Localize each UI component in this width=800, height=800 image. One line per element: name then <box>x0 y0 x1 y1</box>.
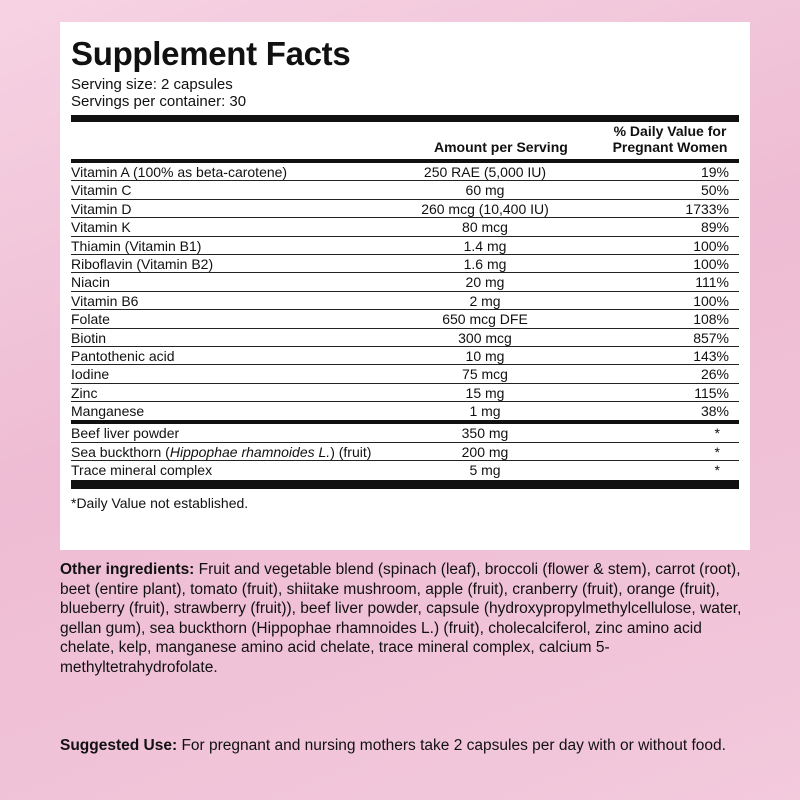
amount-header: Amount per Serving <box>434 139 568 155</box>
table-row <box>71 384 739 402</box>
table-header <box>71 122 739 159</box>
table-row <box>71 200 739 218</box>
nutrient-dv: 50% <box>700 182 729 199</box>
nutrient-dv: 89% <box>700 219 729 236</box>
table-row <box>71 255 739 273</box>
nutrient-name: Manganese <box>71 403 145 420</box>
ingredient-name <box>71 443 371 461</box>
nutrient-amount: 1 mg <box>469 403 501 420</box>
supplement-facts-panel <box>60 22 750 550</box>
nutrient-amount: 75 mcg <box>462 366 508 383</box>
table-row <box>71 273 739 291</box>
nutrient-dv: 1733% <box>685 200 729 217</box>
name-prefix: Sea buckthorn ( <box>71 443 170 460</box>
table-row <box>71 347 739 365</box>
nutrient-amount: 80 mcg <box>462 219 508 236</box>
nutrient-name: Vitamin D <box>71 200 132 217</box>
nutrient-amount: 300 mcg <box>458 329 512 346</box>
divider-bottom <box>71 480 739 489</box>
nutrient-amount: 650 mcg DFE <box>442 311 528 328</box>
footnote: *Daily Value not established. <box>71 494 249 511</box>
nutrient-amount: 1.4 mg <box>463 237 507 254</box>
other-rows <box>71 424 739 479</box>
nutrient-dv: 115% <box>694 384 729 401</box>
vitamin-rows <box>71 163 739 420</box>
other-ingredients-label: Other ingredients: <box>60 561 195 578</box>
nutrient-dv: 111% <box>695 274 729 291</box>
table-row <box>71 329 739 347</box>
table-row <box>71 218 739 236</box>
ingredient-amount: 200 mg <box>461 443 509 460</box>
facts-title: Supplement Facts <box>71 35 351 72</box>
dv-header-line1: % Daily Value for <box>613 123 727 139</box>
suggested-use-text: For pregnant and nursing mothers take 2 capsules per day with or without food. <box>177 737 726 754</box>
ingredient-amount: 350 mg <box>461 425 509 442</box>
nutrient-amount: 60 mg <box>465 182 505 199</box>
table-row <box>71 461 739 479</box>
table-row <box>71 163 739 181</box>
table-row <box>71 402 739 420</box>
nutrient-name: Folate <box>71 311 110 328</box>
nutrient-dv: 100% <box>693 255 729 272</box>
nutrient-name: Iodine <box>71 366 110 383</box>
ingredient-dv: * <box>714 443 720 460</box>
nutrient-dv: 38% <box>700 403 729 420</box>
nutrient-name: Vitamin A (100% as beta-carotene) <box>71 164 288 180</box>
nutrient-name: Niacin <box>71 274 110 291</box>
name-italic: Hippophae rhamnoides L. <box>169 443 331 460</box>
ingredient-dv: * <box>714 462 720 479</box>
table-row <box>71 365 739 383</box>
name-suffix: ) (fruit) <box>330 443 372 460</box>
nutrient-amount: 260 mcg (10,400 IU) <box>421 200 549 217</box>
nutrient-name: Vitamin B6 <box>71 292 139 309</box>
nutrient-name: Pantothenic acid <box>71 347 175 364</box>
nutrient-dv: 857% <box>693 329 729 346</box>
nutrient-amount: 1.6 mg <box>463 255 507 272</box>
serving-size: Serving size: 2 capsules <box>71 76 233 93</box>
nutrient-name: Riboflavin (Vitamin B2) <box>71 255 214 272</box>
other-ingredients-text: Fruit and vegetable blend (spinach (leaf), broccoli (flower & stem), carrot (root), beet (entire plant), tomato (fruit), shiitake mushroom, apple (fruit), cranberry (fruit), orange (fruit), blueberry (fruit), strawberry (fruit)), beef liver powder, capsule (hydroxypropylmethylcellulose, water, gellan gum), sea buckthorn (Hippophae rhamnoides L.) (fruit), cholecalciferol, zinc amino acid chelate, kelp, manganese amino acid chelate, trace mineral complex, calcium 5-methyltetrahydrofolate. <box>60 561 742 676</box>
nutrient-amount: 250 RAE (5,000 IU) <box>423 164 547 180</box>
nutrient-dv: 100% <box>693 237 729 254</box>
nutrient-dv: 19% <box>700 164 729 180</box>
nutrient-dv: 143% <box>693 347 729 364</box>
table-row <box>71 424 739 442</box>
nutrient-dv: 108% <box>693 311 729 328</box>
servings-per-container: Servings per container: 30 <box>71 93 247 110</box>
ingredient-amount: 5 mg <box>469 462 501 479</box>
nutrient-name: Vitamin K <box>71 219 131 236</box>
nutrient-amount: 2 mg <box>469 292 501 309</box>
nutrient-name: Vitamin C <box>71 182 132 199</box>
dv-header-line2: Pregnant Women <box>612 139 728 155</box>
ingredient-dv: * <box>714 425 720 442</box>
table-row <box>71 443 739 461</box>
nutrient-amount: 10 mg <box>465 347 505 364</box>
table-row <box>71 310 739 328</box>
nutrient-name: Biotin <box>71 329 107 346</box>
nutrient-amount: 20 mg <box>465 274 505 291</box>
ingredient-name: Beef liver powder <box>71 425 180 442</box>
nutrient-name: Thiamin (Vitamin B1) <box>71 237 202 254</box>
daily-value-header <box>601 123 739 155</box>
table-row <box>71 181 739 199</box>
divider-thick <box>71 115 739 122</box>
nutrient-name: Zinc <box>71 384 98 401</box>
table-row <box>71 237 739 255</box>
nutrient-dv: 100% <box>693 292 729 309</box>
nutrient-dv: 26% <box>700 366 729 383</box>
suggested-use-label: Suggested Use: <box>60 737 178 754</box>
suggested-use <box>60 736 760 756</box>
other-ingredients <box>60 560 760 678</box>
table-row <box>71 292 739 310</box>
nutrient-amount: 15 mg <box>465 384 505 401</box>
ingredient-name: Trace mineral complex <box>71 462 213 479</box>
